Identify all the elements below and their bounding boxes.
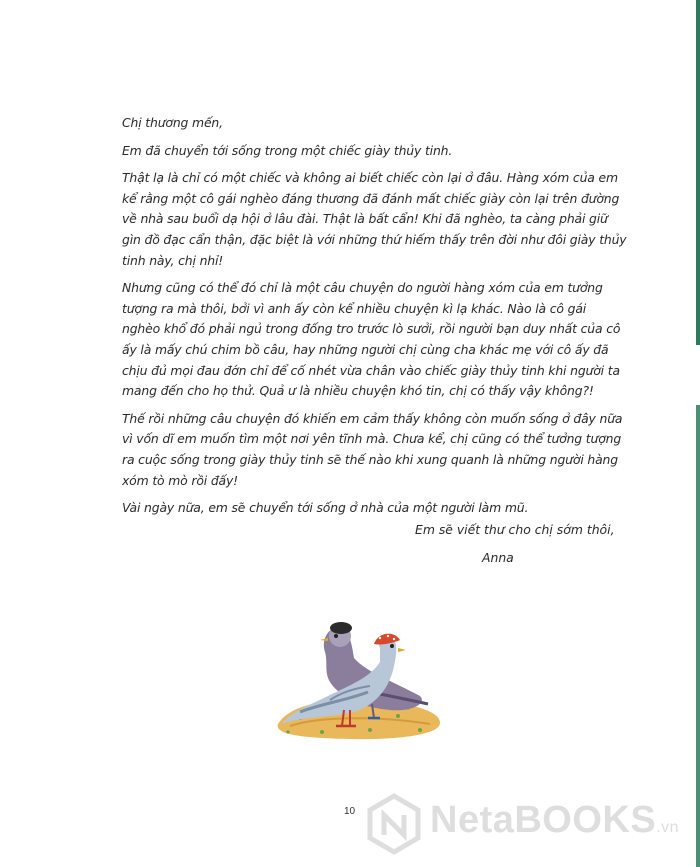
watermark-text — [430, 799, 679, 842]
letter-paragraph-4: Thế rồi những câu chuyện đó khiến em cảm thấy không còn muốn sống ở đây nữa vì vốn dĩ em muốn tìm một nơi yên tĩnh mà. Chưa kể, chị cũng có thể tưởng tượng ra cuộc sống trong giày thủy tinh sẽ thế nào khi xung quanh là những người hàng xóm tò mò rồi đấy! — [122, 410, 623, 488]
two-pigeons-illustration — [270, 612, 445, 742]
hexagon-n-logo-icon — [366, 793, 422, 855]
letter-body — [122, 113, 627, 526]
letter-paragraph-1: Em đã chuyển tới sống trong một chiếc giày thủy tinh. — [122, 142, 453, 158]
letter-signature: Anna — [482, 550, 514, 565]
letter-closing: Em sẽ viết thư cho chị sớm thôi, — [415, 522, 615, 537]
watermark-suffix: .vn — [656, 819, 680, 836]
letter-greeting: Chị thương mến, — [122, 115, 223, 130]
page-edge-accent-bottom — [696, 405, 700, 867]
letter-paragraph-3: Nhưng cũng có thể đó chỉ là một câu chuyện do người hàng xóm của em tưởng tượng ra mà thôi, bởi vì anh ấy còn kể nhiều chuyện kì lạ khác. Nào là cô gái nghèo khổ đó phải ngủ trong đống tro trước lò sưởi, rồi người bạn duy nhất của cô ấy là mấy chú chim bồ câu, hay những người chị cùng cha khác mẹ với cô ấy đã chịu đủ mọi đau đớn chỉ để cố nhét vừa chân vào chiếc giày thủy tinh khi người ta mang đến cho họ thử. Quả ư là nhiều chuyện khó tin, chị có thấy vậy không?! — [122, 280, 621, 399]
letter-paragraph-5: Vài ngày nữa, em sẽ chuyển tới sống ở nhà của một người làm mũ. — [122, 500, 529, 516]
watermark-brand: NetaBOOKS — [430, 799, 657, 841]
page-edge-accent-top — [696, 0, 700, 345]
watermark — [366, 793, 696, 855]
letter-paragraph-2: Thật lạ là chỉ có một chiếc và không ai biết chiếc còn lại ở đâu. Hàng xóm của em kể rằng một cô gái nghèo đáng thương đã đánh mất chiếc giày còn lại trên đường về nhà sau buổi dạ hội ở lâu đài. Thật là bất cẩn! Khi đã nghèo, ta càng phải giữ gìn đồ đạc cẩn thận, đặc biệt là với những thứ hiếm thấy trên đời như đôi giày thủy tinh này, chị nhỉ! — [122, 170, 627, 268]
page-number: 10 — [344, 806, 356, 817]
